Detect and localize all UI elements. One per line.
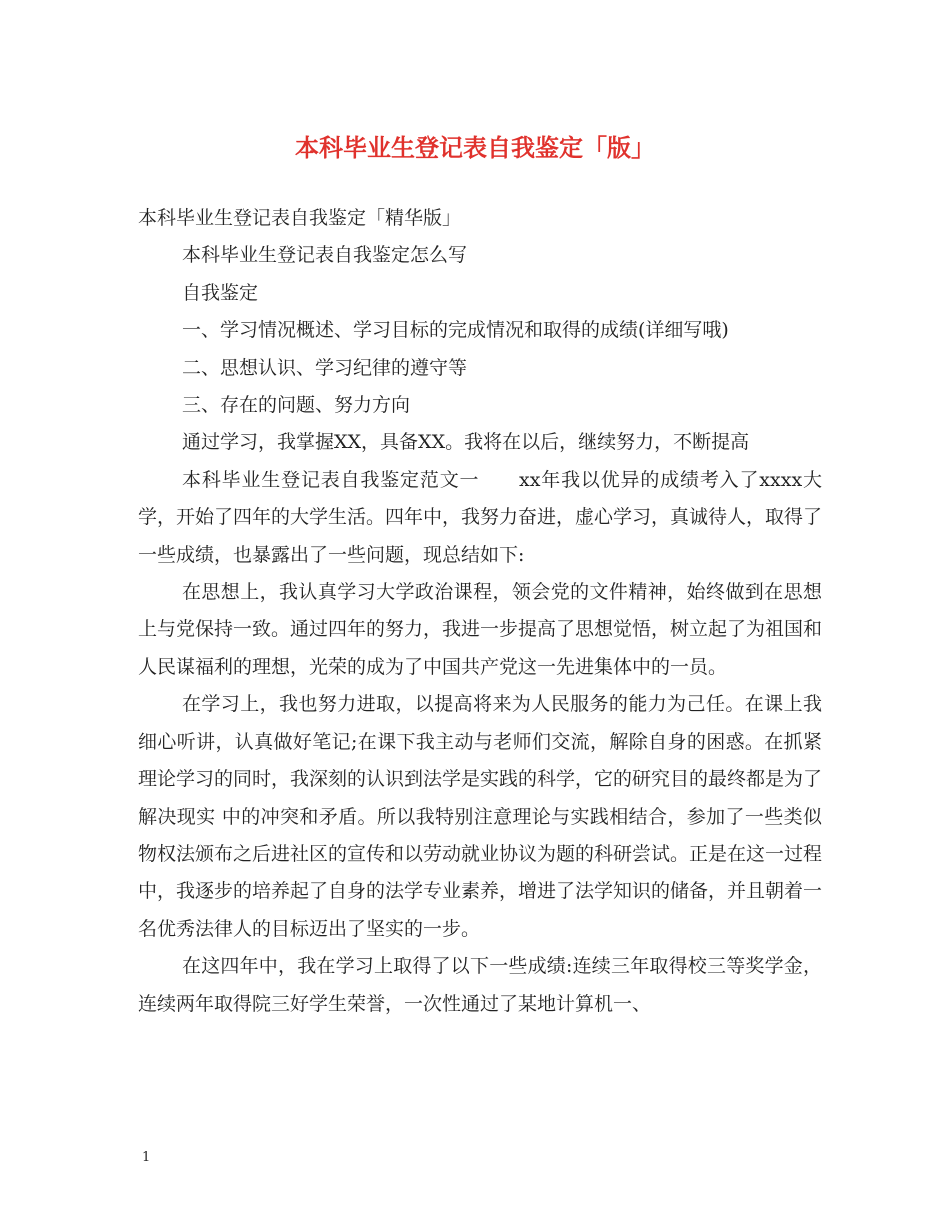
- document-title: 本科毕业生登记表自我鉴定「版」: [295, 133, 655, 162]
- paragraph-item-one: 一、学习情况概述、学习目标的完成情况和取得的成绩(详细写哦): [182, 319, 729, 342]
- paragraph-summary: 通过学习，我掌握XX，具备XX。我将在以后，继续努力，不断提高: [182, 431, 750, 454]
- paragraph-subtitle: 本科毕业生登记表自我鉴定「精华版」: [138, 207, 462, 229]
- paragraph-achievements: 在这四年中，我在学习上取得了以下一些成绩:连续三年取得校三等奖学金，连续两年取得院三好学生荣誉，一次性通过了某地计算机一、: [138, 955, 822, 1015]
- paragraph-self-appraisal-heading: 自我鉴定: [182, 281, 259, 304]
- paragraph-item-two: 二、思想认识、学习纪律的遵守等: [182, 356, 468, 379]
- paragraph-how-to-write: 本科毕业生登记表自我鉴定怎么写: [182, 244, 468, 267]
- page-number: 1: [142, 1150, 151, 1165]
- paragraph-sample-intro: 本科毕业生登记表自我鉴定范文一 xx年我以优异的成绩考入了xxxx大学，开始了四年的大学生活。四年中，我努力奋进，虚心学习，真诚待人，取得了一些成绩，也暴露出了一些问题，现总结如下:: [138, 468, 823, 566]
- paragraph-item-three: 三、存在的问题、努力方向: [182, 394, 411, 417]
- paragraph-study: 在学习上，我也努力进取，以提高将来为人民服务的能力为己任。在课上我细心听讲，认真做好笔记;在课下我主动与老师们交流，解除自身的困惑。在抓紧理论学习的同时，我深刻的认识到法学是实践的科学，它的研究目的最终都是为了解决现实 中的冲突和矛盾。所以我特别注意理论与实践相结合，参加了一些类似物权法颁布之后进社区的宣传和以劳动就业协议为题的科研尝试。正是在这一过程中，我逐步的培养起了自身的法学专业素养，增进了法学知识的储备，并且朝着一名优秀法律人的目标迈出了坚实的一步。: [138, 693, 823, 940]
- paragraph-ideology: 在思想上，我认真学习大学政治课程，领会党的文件精神，始终做到在思想上与党保持一致。通过四年的努力，我进一步提高了思想觉悟，树立起了为祖国和人民谋福利的理想，光荣的成为了中国共产党这一先进集体中的一员。: [138, 581, 823, 678]
- document-body: [138, 200, 822, 1023]
